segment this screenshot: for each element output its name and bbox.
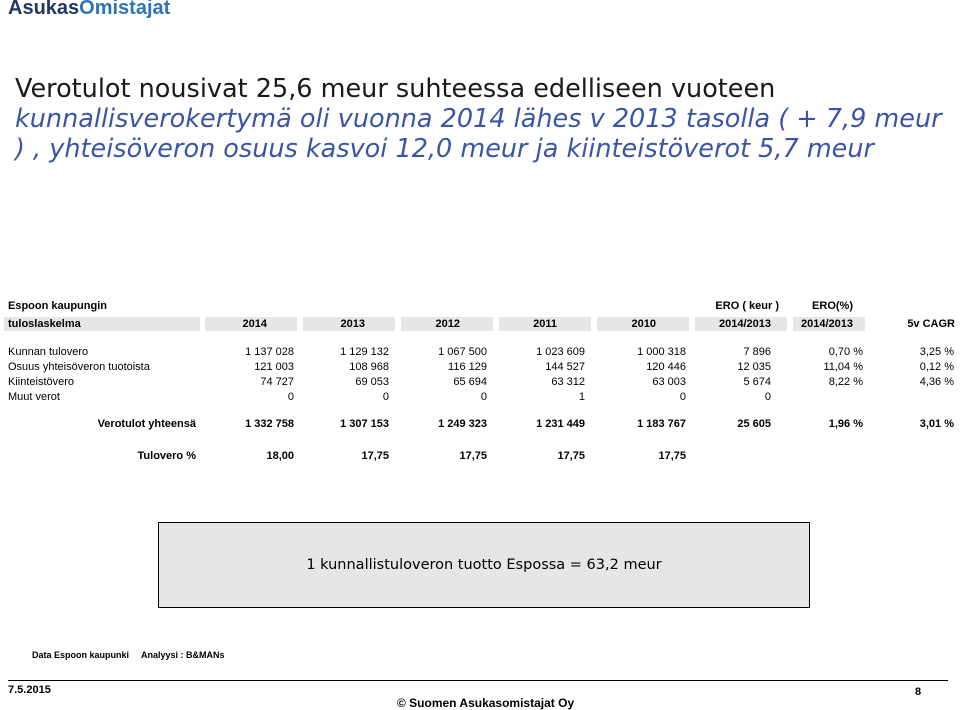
row-value: 1 137 028 [245, 346, 294, 358]
row-cagr: 0,12 % [919, 361, 954, 373]
footer-analysis: Analyysi : B&MANs [141, 650, 225, 660]
rate-value: 17,75 [557, 450, 585, 462]
row-value: 1 [578, 391, 585, 403]
row-value: 63 312 [551, 376, 585, 388]
row-pct: 0,70 % [828, 346, 863, 358]
row-value: 63 003 [652, 376, 686, 388]
row-label: Muut verot [8, 391, 60, 403]
row-label: Osuus yhteisöveron tuotoista [8, 361, 150, 373]
row-value: 108 968 [349, 361, 389, 373]
row-ero: 7 896 [743, 346, 771, 358]
year-header: 2014 [242, 318, 267, 330]
row-value: 0 [480, 391, 487, 403]
logo [8, 0, 170, 20]
row-value: 144 527 [545, 361, 585, 373]
row-value: 1 023 609 [536, 346, 585, 358]
year-header: 2013 [340, 318, 365, 330]
footer-divider [8, 680, 948, 681]
footer-date: 7.5.2015 [8, 684, 51, 696]
footer-copyright: © Suomen Asukasomistajat Oy [397, 696, 575, 710]
row-pct: 8,22 % [828, 376, 863, 388]
headline-italic: kunnallisverokertymä oli vuonna 2014 lähes v 2013 tasolla ( + 7,9 meur ) , yhteisöveron osuus kasvoi 12,0 meur ja kiinteistöverot 5,7 meur [15, 104, 942, 164]
row-value: 121 003 [254, 361, 294, 373]
total-value: 1 183 767 [637, 418, 686, 430]
headline-plain: Verotulot nousivat 25,6 meur suhteessa edelliseen vuoteen [15, 74, 776, 104]
total-ero: 25 605 [737, 418, 771, 430]
total-value: 1 249 323 [438, 418, 487, 430]
ero-header-line2: 2014/2013 [719, 318, 771, 330]
row-label: Kunnan tulovero [8, 346, 89, 358]
total-cagr: 3,01 % [919, 418, 954, 430]
rate-value: 17,75 [459, 450, 487, 462]
row-value: 1 129 132 [340, 346, 389, 358]
year-header: 2010 [631, 318, 656, 330]
table-title-line1: Espoon kaupungin [8, 300, 107, 312]
eropct-header-line1: ERO(%) [812, 300, 853, 312]
row-value: 65 694 [453, 376, 487, 388]
row-value: 0 [382, 391, 389, 403]
row-value: 0 [287, 391, 294, 403]
total-value: 1 332 758 [245, 418, 294, 430]
total-label: Verotulot yhteensä [97, 418, 196, 430]
row-value: 120 446 [646, 361, 686, 373]
row-ero: 12 035 [737, 361, 771, 373]
callout-box [158, 522, 810, 608]
year-header: 2011 [533, 318, 557, 330]
total-value: 1 307 153 [340, 418, 389, 430]
logo-part2: Omistajat [79, 0, 171, 19]
total-pct: 1,96 % [828, 418, 863, 430]
row-ero: 0 [764, 391, 771, 403]
row-ero: 5 674 [743, 376, 771, 388]
cagr-header: 5v CAGR [907, 318, 955, 330]
row-cagr: 4,36 % [919, 376, 954, 388]
row-value: 74 727 [260, 376, 294, 388]
row-value: 1 067 500 [438, 346, 487, 358]
row-pct: 11,04 % [823, 361, 863, 373]
row-cagr: 3,25 % [919, 346, 954, 358]
eropct-header-line2: 2014/2013 [801, 318, 853, 330]
row-label: Kiinteistövero [8, 376, 75, 388]
footer-source: Data Espoon kaupunki [32, 650, 130, 660]
rate-value: 18,00 [266, 450, 294, 462]
ero-header-line1: ERO ( keur ) [715, 300, 779, 312]
rate-label: Tulovero % [137, 450, 196, 462]
year-header: 2012 [435, 318, 460, 330]
headline [15, 74, 945, 164]
rate-value: 17,75 [361, 450, 389, 462]
callout-text: 1 kunnallistuloveron tuotto Espossa = 63,2 meur [306, 557, 662, 573]
row-value: 0 [679, 391, 686, 403]
table-title-line2: tuloslaskelma [8, 318, 81, 330]
row-value: 69 053 [355, 376, 389, 388]
footer-page-number: 8 [915, 686, 922, 698]
rate-value: 17,75 [658, 450, 686, 462]
total-value: 1 231 449 [536, 418, 585, 430]
row-value: 116 129 [448, 361, 487, 373]
logo-part1: Asukas [8, 0, 80, 19]
row-value: 1 000 318 [637, 346, 686, 358]
